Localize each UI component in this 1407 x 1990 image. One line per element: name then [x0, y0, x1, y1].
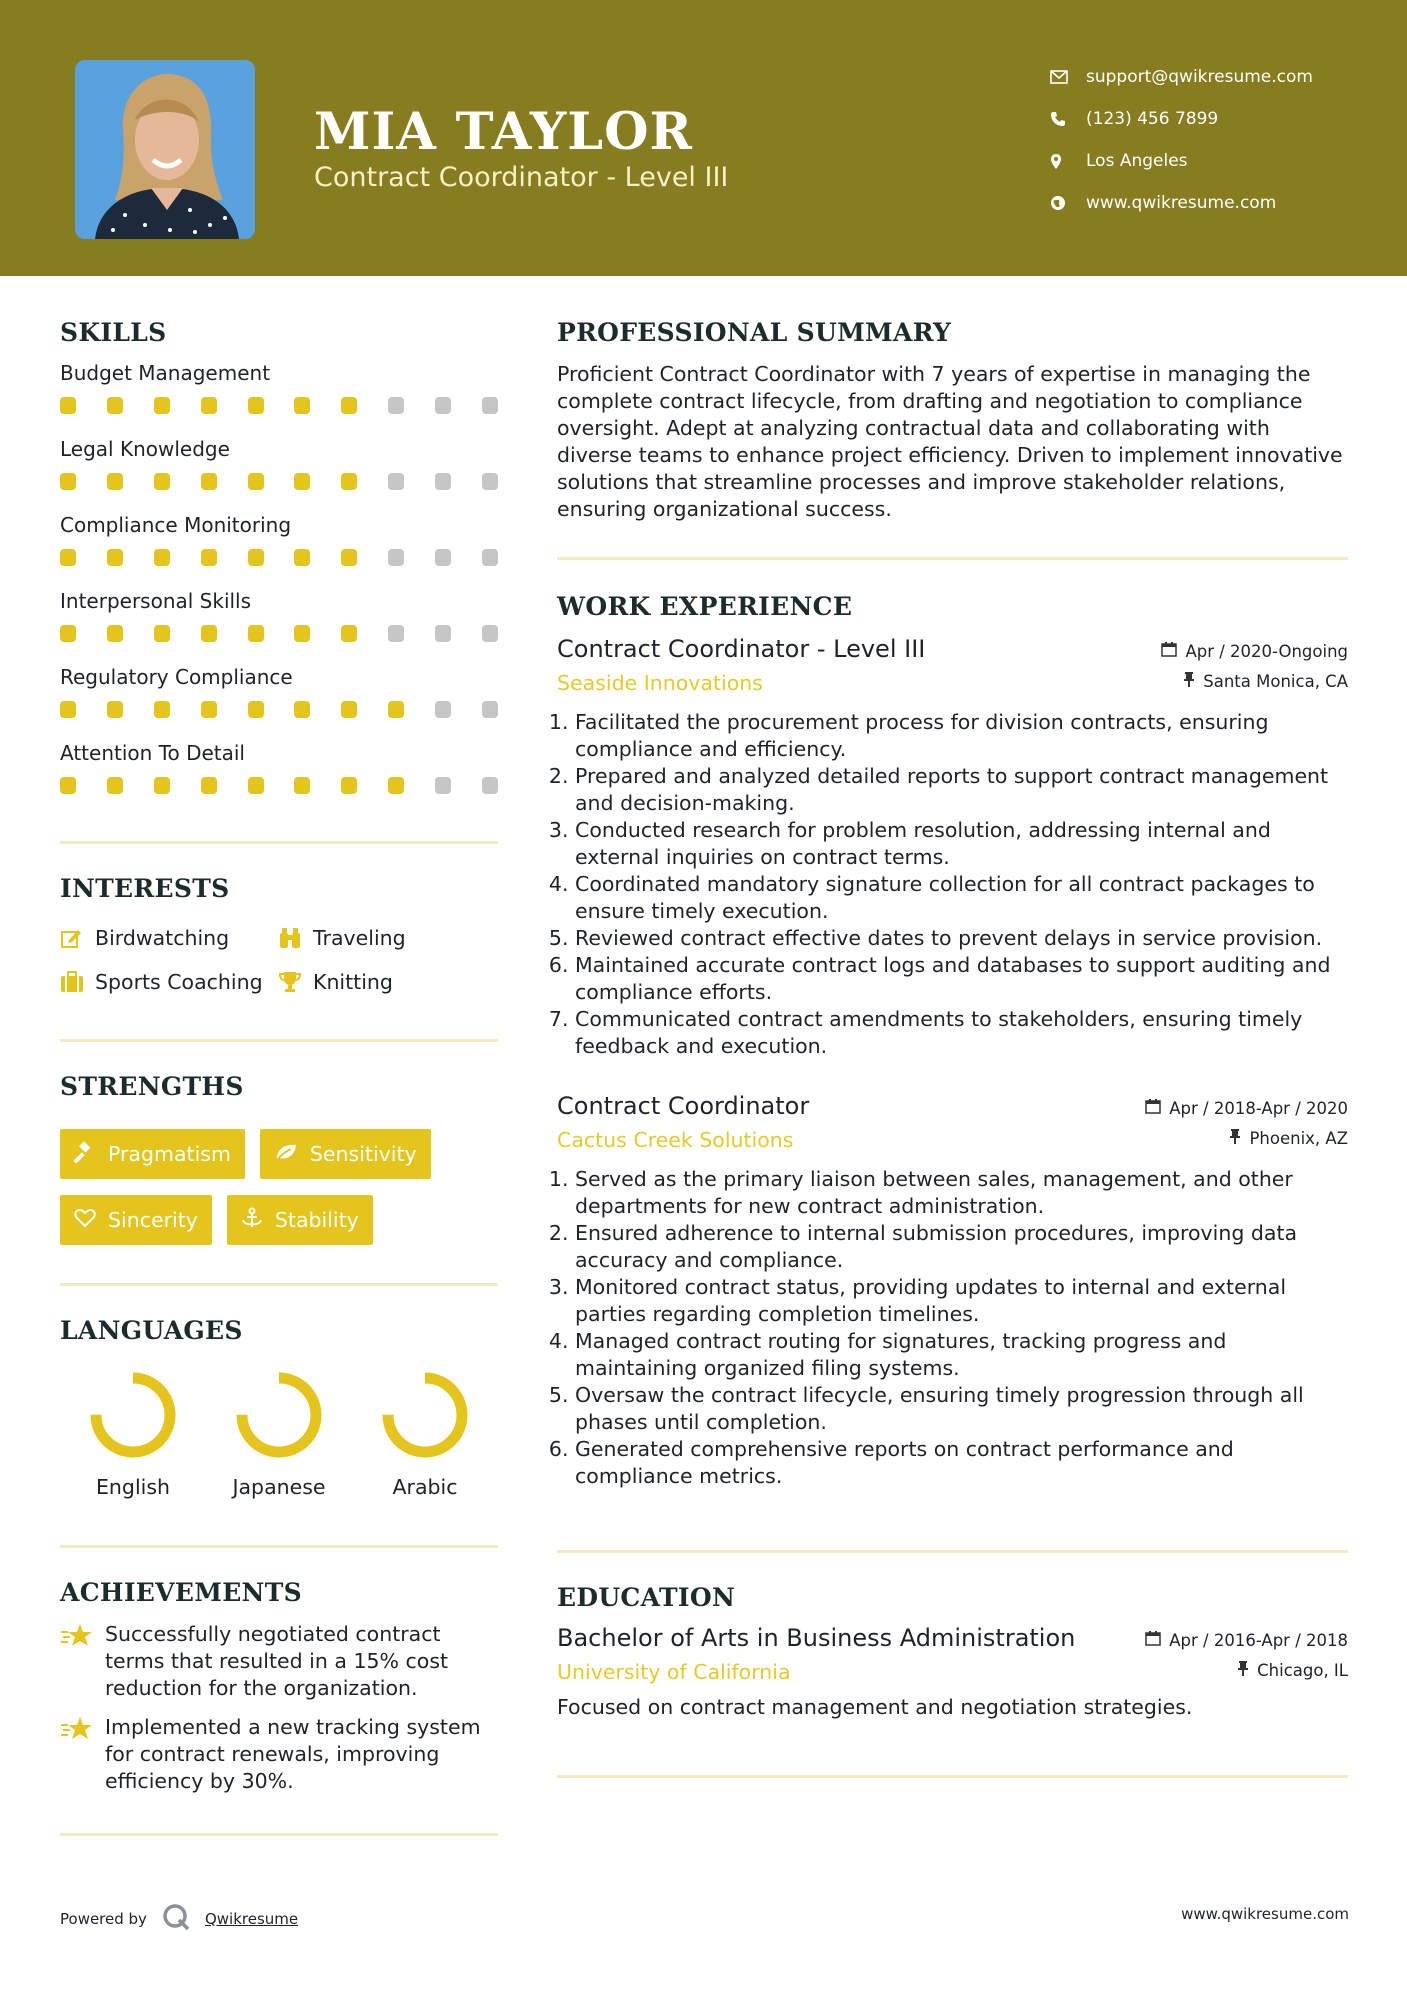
achievement-item — [60, 1621, 498, 1702]
interest-label: Traveling — [313, 926, 406, 950]
education-location-text: Chicago, IL — [1257, 1660, 1348, 1680]
star-icon — [60, 1621, 105, 1702]
rating-dot — [201, 473, 217, 490]
language-name: English — [95, 1475, 171, 1499]
job-company: Seaside Innovations — [557, 671, 763, 695]
rating-dot — [107, 397, 123, 414]
skill-rating — [60, 549, 498, 569]
section-divider — [557, 1775, 1348, 1778]
job-location — [1183, 671, 1348, 691]
job-bullet: 6. Generated comprehensive reports on contract performance and compliance metrics. — [575, 1436, 1348, 1490]
interest-label: Birdwatching — [95, 926, 230, 950]
skill-name: Attention To Detail — [60, 741, 245, 765]
left-column — [60, 318, 498, 1836]
rating-dot — [154, 777, 170, 794]
rating-dot — [201, 625, 217, 642]
education-location — [1237, 1660, 1348, 1680]
candidate-role: Contract Coordinator - Level III — [314, 162, 729, 193]
job-date-text: Apr / 2020-Ongoing — [1185, 641, 1348, 661]
strength-label: Sensitivity — [309, 1142, 417, 1166]
language-name: Arabic — [392, 1475, 458, 1499]
education-date — [1145, 1630, 1348, 1650]
language-ring — [379, 1369, 471, 1461]
rating-dot — [294, 701, 310, 718]
skill-rating — [60, 777, 498, 797]
strength-label: Sincerity — [108, 1208, 198, 1232]
job-date — [1161, 641, 1348, 661]
education-date-text: Apr / 2016-Apr / 2018 — [1169, 1630, 1348, 1650]
job-title: Contract Coordinator — [557, 1092, 810, 1120]
job-bullets — [557, 709, 1348, 1060]
language-name: Japanese — [232, 1475, 326, 1499]
interest-label: Sports Coaching — [95, 970, 263, 994]
job-entry — [557, 635, 1348, 1060]
rating-dot — [60, 777, 76, 794]
rating-dot — [388, 473, 404, 490]
binoculars-icon — [278, 927, 313, 949]
rating-dot — [388, 777, 404, 794]
rating-dot — [294, 397, 310, 414]
skill-item — [60, 513, 498, 569]
language-item — [352, 1369, 498, 1499]
rating-dot — [201, 701, 217, 718]
languages-list — [60, 1369, 498, 1499]
skill-name: Interpersonal Skills — [60, 589, 252, 613]
skill-name: Budget Management — [60, 361, 271, 385]
contact-list — [1050, 56, 1380, 224]
rating-dot — [248, 625, 264, 642]
contact-email[interactable] — [1050, 56, 1380, 98]
language-ring — [233, 1369, 325, 1461]
summary-heading: PROFESSIONAL SUMMARY — [557, 318, 952, 347]
rating-dot — [341, 625, 357, 642]
rating-dot — [201, 397, 217, 414]
strength-chip — [227, 1195, 373, 1245]
rating-dot — [154, 549, 170, 566]
rating-dot — [435, 397, 451, 414]
rating-dot — [60, 473, 76, 490]
rating-dot — [154, 625, 170, 642]
interest-label: Knitting — [313, 970, 393, 994]
contact-website[interactable] — [1050, 182, 1380, 224]
summary-text: Proficient Contract Coordinator with 7 years of expertise in managing the complete contract lifecycle, from drafting and negotiation to compliance oversight. Adept at analyzing contractual data and collaborating with diverse teams to enhance project efficiency. Driven to implement innovative solutions that streamline processes and improve stakeholder relations, ensuring organizational success. — [557, 362, 1343, 521]
rating-dot — [107, 701, 123, 718]
calendar-icon — [1145, 1630, 1161, 1650]
skill-name: Legal Knowledge — [60, 437, 230, 461]
rating-dot — [341, 473, 357, 490]
section-divider — [557, 557, 1348, 560]
achievement-item — [60, 1714, 498, 1795]
rating-dot — [482, 701, 498, 718]
language-item — [206, 1369, 352, 1499]
heart-icon — [74, 1208, 96, 1233]
rating-dot — [107, 473, 123, 490]
gavel-icon — [74, 1141, 96, 1168]
skills-heading: SKILLS — [60, 318, 167, 347]
rating-dot — [341, 777, 357, 794]
strengths-list — [60, 1129, 498, 1245]
rating-dot — [60, 701, 76, 718]
qwikresume-logo-icon — [161, 1902, 191, 1936]
strength-chip — [60, 1129, 245, 1179]
interest-item — [60, 923, 278, 953]
job-date — [1145, 1098, 1348, 1118]
skill-item — [60, 741, 498, 797]
candidate-name: MIA TAYLOR — [314, 102, 693, 162]
skill-rating — [60, 625, 498, 645]
rating-dot — [154, 473, 170, 490]
rating-dot — [107, 777, 123, 794]
interest-item — [278, 923, 498, 953]
rating-dot — [388, 397, 404, 414]
skill-item — [60, 589, 498, 645]
phone-icon — [1050, 111, 1086, 127]
job-bullet: 2. Prepared and analyzed detailed reports to support contract management and decision-making. — [575, 763, 1348, 817]
rating-dot — [435, 777, 451, 794]
rating-dot — [482, 625, 498, 642]
rating-dot — [60, 397, 76, 414]
rating-dot — [107, 625, 123, 642]
strength-chip — [260, 1129, 431, 1179]
job-bullet: 5. Reviewed contract effective dates to prevent delays in service provision. — [575, 925, 1348, 952]
job-bullet: 3. Monitored contract status, providing updates to internal and external parties regarding completion timelines. — [575, 1274, 1348, 1328]
pencil-icon — [60, 927, 95, 949]
job-bullet: 7. Communicated contract amendments to stakeholders, ensuring timely feedback and execution. — [575, 1006, 1348, 1060]
rating-dot — [341, 397, 357, 414]
job-bullets — [557, 1166, 1348, 1490]
rating-dot — [248, 473, 264, 490]
skill-item — [60, 361, 498, 417]
calendar-icon — [1145, 1098, 1161, 1118]
skill-name: Regulatory Compliance — [60, 665, 293, 689]
language-ring — [87, 1369, 179, 1461]
interests-list — [60, 923, 498, 997]
job-location-text: Santa Monica, CA — [1203, 671, 1348, 691]
skill-rating — [60, 473, 498, 493]
job-company: Cactus Creek Solutions — [557, 1128, 794, 1152]
rating-dot — [482, 397, 498, 414]
contact-phone[interactable] — [1050, 98, 1380, 140]
qwikresume-link[interactable]: Qwikresume — [204, 1910, 299, 1928]
achievement-text: Successfully negotiated contract terms that resulted in a 15% cost reduction for the organization. — [105, 1622, 449, 1700]
section-divider — [60, 841, 498, 844]
right-column — [557, 318, 1348, 1778]
achievement-text: Implemented a new tracking system for contract renewals, improving efficiency by 30%. — [105, 1715, 481, 1793]
rating-dot — [435, 473, 451, 490]
skill-rating — [60, 397, 498, 417]
briefcase-icon — [60, 971, 95, 993]
strength-chip — [60, 1195, 212, 1245]
job-bullet: 3. Conducted research for problem resolution, addressing internal and external inquiries on contract terms. — [575, 817, 1348, 871]
rating-dot — [482, 549, 498, 566]
rating-dot — [435, 625, 451, 642]
rating-dot — [388, 549, 404, 566]
job-bullet: 5. Oversaw the contract lifecycle, ensuring timely progression through all phases until completion. — [575, 1382, 1348, 1436]
section-divider — [60, 1039, 498, 1042]
rating-dot — [388, 701, 404, 718]
skills-list — [60, 361, 498, 797]
globe-icon — [1050, 195, 1086, 211]
rating-dot — [201, 777, 217, 794]
rating-dot — [201, 549, 217, 566]
rating-dot — [154, 701, 170, 718]
pushpin-icon — [1237, 1660, 1249, 1680]
profile-photo — [75, 60, 255, 239]
education-heading: EDUCATION — [557, 1583, 736, 1612]
envelope-icon — [1050, 70, 1086, 84]
interests-heading: INTERESTS — [60, 874, 230, 903]
section-divider — [60, 1545, 498, 1548]
rating-dot — [294, 549, 310, 566]
rating-dot — [294, 777, 310, 794]
job-location — [1229, 1128, 1348, 1148]
rating-dot — [482, 777, 498, 794]
job-entry — [557, 1092, 1348, 1490]
rating-dot — [435, 549, 451, 566]
trophy-icon — [278, 971, 313, 993]
contact-location-text: Los Angeles — [1086, 151, 1188, 171]
footer-powered — [60, 1902, 298, 1936]
interest-item — [278, 967, 498, 997]
achievements-heading: ACHIEVEMENTS — [60, 1578, 302, 1607]
education-description: Focused on contract management and negotiation strategies. — [557, 1695, 1193, 1719]
skill-name: Compliance Monitoring — [60, 513, 292, 537]
interest-item — [60, 967, 278, 997]
experience-heading: WORK EXPERIENCE — [557, 592, 853, 621]
job-bullet: 6. Maintained accurate contract logs and databases to support auditing and compliance efforts. — [575, 952, 1348, 1006]
pushpin-icon — [1229, 1128, 1241, 1148]
rating-dot — [248, 701, 264, 718]
skill-item — [60, 437, 498, 493]
footer-website[interactable]: www.qwikresume.com — [1181, 1905, 1349, 1923]
job-date-text: Apr / 2018-Apr / 2020 — [1169, 1098, 1348, 1118]
rating-dot — [341, 701, 357, 718]
rating-dot — [388, 625, 404, 642]
contact-email-text: support@qwikresume.com — [1086, 67, 1313, 87]
resume-header — [0, 0, 1407, 276]
rating-dot — [107, 549, 123, 566]
job-bullet: 1. Facilitated the procurement process for division contracts, ensuring compliance and efficiency. — [575, 709, 1348, 763]
pushpin-icon — [1183, 671, 1195, 691]
calendar-icon — [1161, 641, 1177, 661]
job-bullet: 2. Ensured adherence to internal submission procedures, improving data accuracy and compliance. — [575, 1220, 1348, 1274]
powered-by-label: Powered by — [60, 1910, 147, 1928]
strength-label: Pragmatism — [108, 1142, 231, 1166]
strengths-heading: STRENGTHS — [60, 1072, 244, 1101]
rating-dot — [154, 397, 170, 414]
languages-heading: LANGUAGES — [60, 1316, 243, 1345]
anchor-icon — [241, 1207, 263, 1234]
leaf-icon — [274, 1142, 298, 1167]
section-divider — [60, 1283, 498, 1286]
job-title: Contract Coordinator - Level III — [557, 635, 926, 663]
rating-dot — [60, 625, 76, 642]
job-location-text: Phoenix, AZ — [1249, 1128, 1348, 1148]
rating-dot — [248, 397, 264, 414]
star-icon — [60, 1714, 105, 1795]
rating-dot — [248, 777, 264, 794]
rating-dot — [482, 473, 498, 490]
section-divider — [60, 1833, 498, 1836]
job-bullet: 4. Coordinated mandatory signature collection for all contract packages to ensure timely execution. — [575, 871, 1348, 925]
job-bullet: 1. Served as the primary liaison between sales, management, and other departments for new contract administration. — [575, 1166, 1348, 1220]
strength-label: Stability — [274, 1208, 359, 1232]
rating-dot — [60, 549, 76, 566]
school-name: University of California — [557, 1660, 791, 1684]
rating-dot — [248, 549, 264, 566]
degree-title: Bachelor of Arts in Business Administration — [557, 1624, 1076, 1652]
language-item — [60, 1369, 206, 1499]
rating-dot — [294, 473, 310, 490]
job-bullet: 4. Managed contract routing for signatures, tracking progress and maintaining organized filing systems. — [575, 1328, 1348, 1382]
rating-dot — [294, 625, 310, 642]
section-divider — [557, 1550, 1348, 1553]
education-entry — [557, 1624, 1348, 1721]
map-pin-icon — [1050, 153, 1086, 170]
rating-dot — [341, 549, 357, 566]
skill-item — [60, 665, 498, 721]
skill-rating — [60, 701, 498, 721]
contact-location — [1050, 140, 1380, 182]
contact-phone-text: (123) 456 7899 — [1086, 109, 1219, 129]
contact-website-text: www.qwikresume.com — [1086, 193, 1277, 213]
rating-dot — [435, 701, 451, 718]
